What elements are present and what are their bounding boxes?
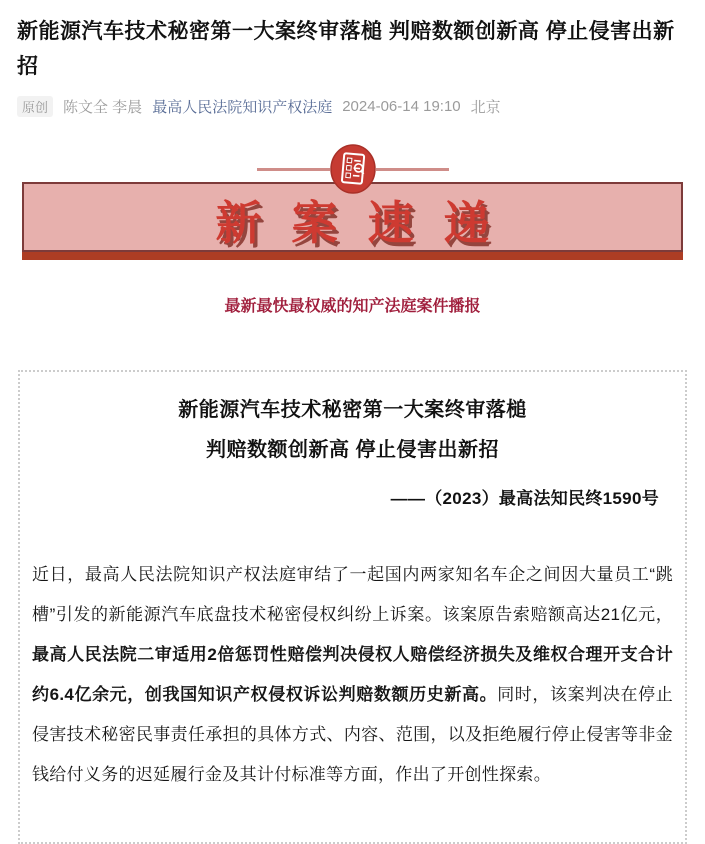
article-page (0, 14, 705, 844)
case-summary-paragraph (32, 555, 673, 795)
banner-divider (257, 144, 449, 194)
divider-line-right (376, 168, 449, 171)
article-meta (17, 96, 688, 117)
divider-line-left (257, 168, 330, 171)
document-seal-icon (330, 144, 376, 194)
case-heading-line1: 新能源汽车技术秘密第一大案终审落槌 (178, 399, 527, 421)
paragraph-part2-bold: 最高人民法院二审适用2倍惩罚性赔偿判决侵权人赔偿经济损失及维权合理开支合计约6.4亿余元，创我国知识产权侵权诉讼判赔数额历史新高。 (32, 645, 673, 704)
publish-datetime: 2024-06-14 19:10 (342, 98, 461, 115)
publish-location: 北京 (470, 99, 501, 116)
account-name-link[interactable]: 最高人民法院知识产权法庭 (152, 99, 333, 116)
author-names: 陈文全 李晨 (63, 99, 143, 116)
paragraph-part3: 同时，该案判决在停止侵害技术秘密民事责任承担的具体方式、内容、范围，以及拒绝履行停止侵害等非金钱给付义务的迟延履行金及其计付标准等方面，作出了开创性探索。 (32, 685, 674, 784)
banner-bottom-strip (22, 252, 683, 260)
banner (22, 182, 683, 260)
banner-title-text: 新案速递 (215, 196, 520, 250)
article-title: 新能源汽车技术秘密第一大案终审落槌 判赔数额创新高 停止侵害出新招 (17, 20, 675, 78)
case-heading-line2: 判赔数额创新高 停止侵害出新招 (205, 439, 500, 461)
paragraph-part1: 近日，最高人民法院知识产权法庭审结了一起国内两家知名车企之间因大量员工“跳槽”引发的新能源汽车底盘技术秘密侵权纠纷上诉案。该案原告索赔额高达21亿元， (32, 565, 673, 624)
slogan-text: 最新最快最权威的知产法庭案件播报 (224, 298, 481, 315)
case-number: ——（2023）最高法知民终1590号 (390, 489, 659, 508)
original-badge: 原创 (17, 96, 53, 117)
case-card (18, 370, 687, 844)
